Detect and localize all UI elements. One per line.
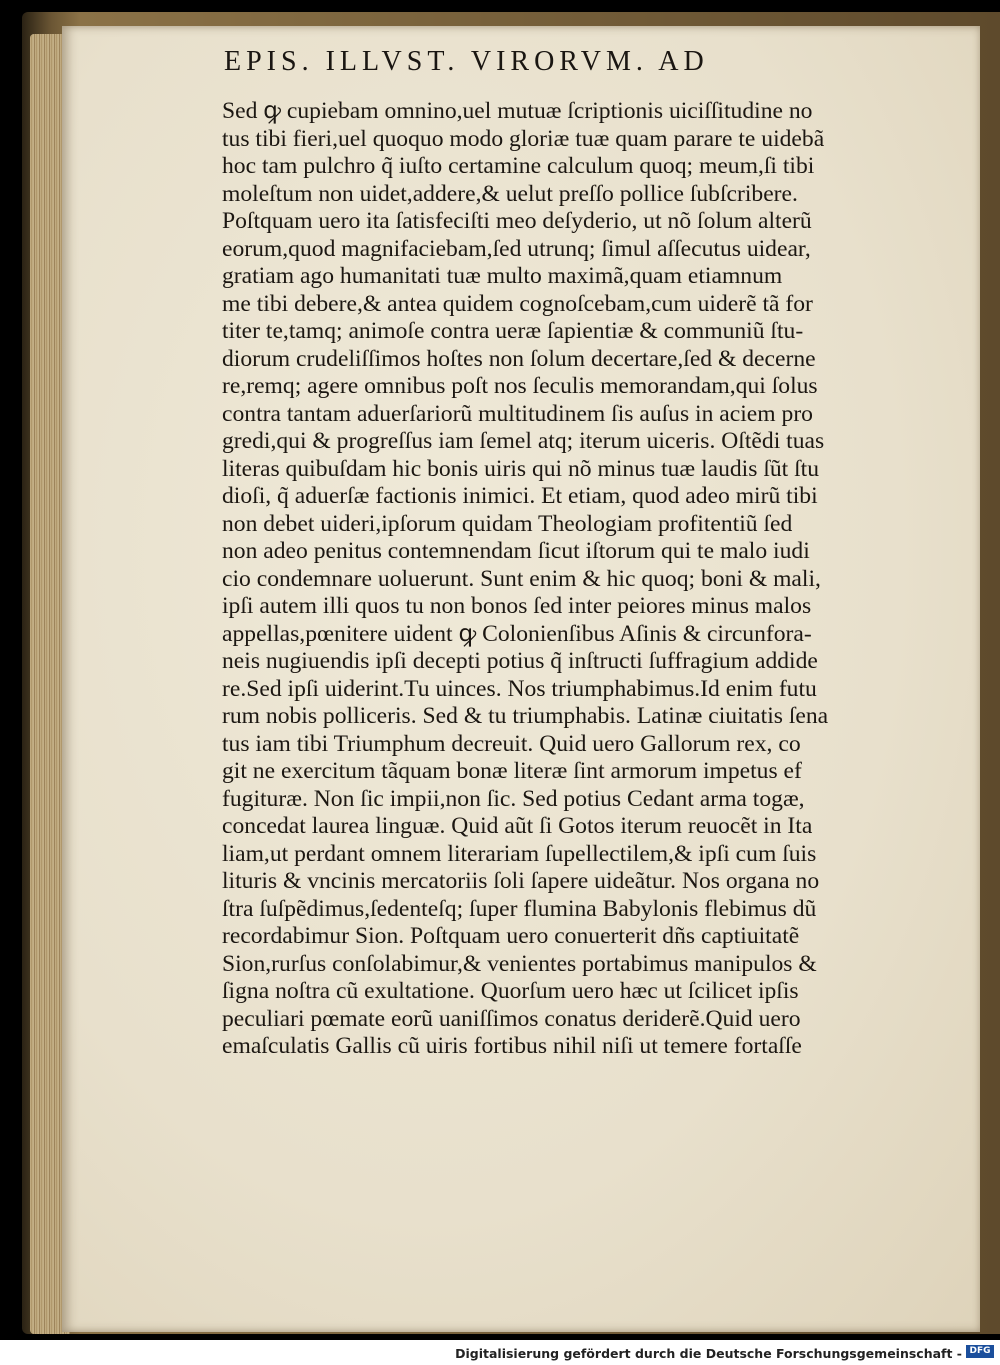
text-line: tus iam tibi Triumphum decreuit. Quid uero Gallorum rex, co	[222, 730, 801, 757]
text-line: dioſi, q̃ aduerſæ factionis inimici. Et etiam, quod adeo mirũ tibi	[222, 483, 818, 509]
text-line: peculiari pœmate eorũ uaniſſimos conatus deriderẽ.Quid uero	[222, 1005, 801, 1032]
running-head: EPIS. ILLVST. VIRORVM. AD	[224, 46, 709, 77]
text-line: ſtra ſuſpẽdimus,ſedenteſq; ſuper flumina Babylonis flebimus dũ	[222, 895, 817, 922]
text-line: eorum,quod magnifaciebam,ſed utrunq; ſimul aſſecutus uidear,	[222, 235, 811, 262]
text-line: moleſtum non uidet,addere,& uelut preſſo pollice ſubſcribere.	[222, 180, 798, 207]
text-block	[222, 98, 882, 1061]
text-line: literas quibuſdam hic bonis uiris qui nõ minus tuæ laudis ſũt ſtu	[222, 455, 820, 482]
text-line: tus tibi fieri,uel quoquo modo gloriæ tuæ quam parare te uidebã	[222, 125, 825, 152]
text-line: non adeo penitus contemnendam ſicut iſtorum qui te malo iudi	[222, 538, 810, 564]
text-line: Sed ꝙ cupiebam omnino,uel mutuæ ſcriptionis uiciſſitudine no	[222, 98, 813, 124]
text-line: titer te,tamq; animoſe contra ueræ ſapientiæ & communiũ ſtu-	[222, 318, 804, 344]
footer-credit: Digitalisierung gefördert durch die Deutsche Forschungsgemeinschaft -	[455, 1346, 962, 1361]
text-line: re,remq; agere omnibus poſt nos ſeculis memorandam,qui ſolus	[222, 373, 818, 399]
text-line: me tibi debere,& antea quidem cognoſcebam,cum uiderẽ tã for	[222, 290, 813, 317]
text-line: hoc tam pulchro q̃ iuſto certamine calculum quoq; meum,ſi tibi	[222, 153, 815, 179]
text-line: contra tantam aduerſariorũ multitudinem ſis auſus in aciem pro	[222, 400, 813, 427]
text-line: diorum crudeliſſimos hoſtes non ſolum decertare,ſed & decerne	[222, 345, 816, 372]
text-line: ipſi autem illi quos tu non bonos ſed inter peiores minus malos	[222, 593, 812, 619]
text-line: Poſtquam uero ita ſatisfeciſti meo deſyderio, ut nõ ſolum alterũ	[222, 208, 812, 234]
footer	[0, 1340, 1000, 1365]
text-line: git ne exercitum tãquam bonæ literæ ſint armorum impetus ef	[222, 758, 802, 784]
text-line: gratiam ago humanitati tuæ multo maximã,quam etiamnum	[222, 263, 783, 289]
text-line: lituris & vncinis mercatoriis ſoli ſapere uideãtur. Nos organa no	[222, 868, 820, 894]
text-line: re.Sed ipſi uiderint.Tu uinces. Nos triumphabimus.Id enim futu	[222, 675, 817, 702]
text-line: neis nugiuendis ipſi decepti potius q̃ inſtructi ſuffragium addide	[222, 648, 818, 674]
text-line: gredi,qui & progreſſus iam ſemel atq; iterum uiceris. Oſtẽdi tuas	[222, 428, 825, 454]
text-line: non debet uideri,ipſorum quidam Theologiam profitentiũ ſed	[222, 510, 793, 537]
text-line: appellas,pœnitere uident ꝙ Colonienſibus Aſinis & circunfora-	[222, 620, 812, 647]
text-line: cio condemnare uoluerunt. Sunt enim & hic quoq; boni & mali,	[222, 565, 821, 592]
text-line: concedat laurea linguæ. Quid aũt ſi Gotos iterum reuocẽt in Ita	[222, 813, 813, 839]
text-line: rum nobis polliceris. Sed & tu triumphabis. Latinæ ciuitatis ſena	[222, 703, 829, 729]
text-line: ſigna noſtra cũ exultatione. Quorſum uero hæc ut ſcilicet ipſis	[222, 978, 799, 1004]
text-line: Sion,rurſus conſolabimur,& venientes portabimus manipulos &	[222, 950, 817, 977]
text-line: liam,ut perdant omnem literariam ſupellectilem,& ipſi cum ſuis	[222, 840, 817, 867]
text-line: recordabimur Sion. Poſtquam uero conuerterit dñs captiuitatẽ	[222, 923, 800, 949]
dfg-logo: DFG	[966, 1345, 994, 1358]
text-line: fugituræ. Non ſic impii,non ſic. Sed potius Cedant arma togæ,	[222, 785, 805, 812]
text-line: emaſculatis Gallis cũ uiris fortibus nihil niſi ut temere fortaſſe	[222, 1033, 802, 1059]
